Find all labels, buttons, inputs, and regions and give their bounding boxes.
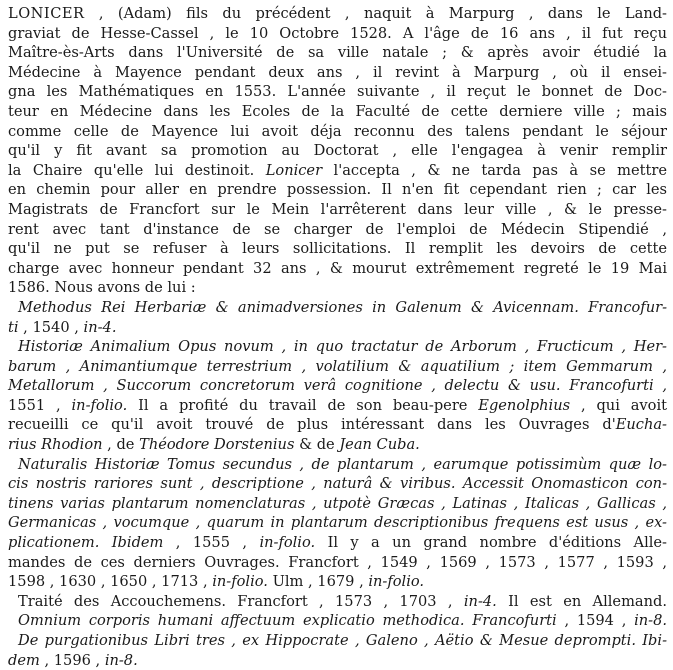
text-span: la Chaire qu'elle lui destinoit. (8, 161, 266, 179)
text-line (8, 376, 667, 396)
text-line (8, 455, 667, 475)
text-line (8, 180, 667, 200)
text-span: , 1555 , (163, 534, 260, 552)
text-span: gna les Mathématiques en 1553. L'année suivante , il reçut le bonnet de Doc- (8, 83, 667, 101)
text-line (8, 318, 667, 338)
text-span: , 1540 , (18, 318, 84, 336)
text-line (8, 337, 667, 357)
text-line (8, 494, 667, 514)
italic-text: in-4. (83, 318, 117, 336)
italic-text: in-8. (634, 612, 667, 630)
text-span: qu'il y fit avant sa promotion au Doctorat , elle l'engagea à venir remplir (8, 142, 667, 160)
text-span: teur en Médecine dans les Ecoles de la Faculté de cette derniere ville ; mais (8, 102, 667, 120)
italic-text: Théodore Dorstenius (139, 436, 295, 454)
text-line (8, 513, 667, 533)
text-line (8, 553, 667, 573)
text-span: & de (294, 436, 340, 454)
text-span: 1551 , (8, 396, 72, 414)
text-span: LONICER (8, 5, 85, 22)
text-line (8, 357, 667, 377)
text-line (8, 533, 667, 553)
text-line (8, 396, 667, 416)
text-line (8, 122, 667, 142)
text-span: , qui avoit (570, 396, 667, 414)
italic-text: ti (8, 318, 19, 336)
italic-text: Jean Cuba. (339, 436, 420, 454)
text-span: , (Adam) fils du précédent , naquit à Marpurg , dans le Land- (84, 5, 667, 22)
text-span: recueilli ce qu'il avoit trouvé de plus intéressant dans les Ouvrages d' (8, 416, 616, 434)
italic-text: Germanicas , vocumque , quarum in plantarum descriptionibus frequens est usus , ex- (8, 514, 667, 532)
italic-text: Eucha- (615, 416, 667, 434)
italic-text: Historiæ Animalium Opus novum , in quo tractatur de Arborum , Fructicum , Her- (18, 338, 667, 356)
text-line (8, 63, 667, 83)
italic-text: in-4. (463, 592, 497, 610)
text-span: Il a profité du travail de son beau-pere (127, 396, 479, 414)
text-line (8, 220, 667, 240)
text-line (8, 102, 667, 122)
text-span: 1586. Nous avons de lui : (8, 279, 196, 297)
text-line (8, 43, 667, 63)
text-span: qu'il ne put se refuser à leurs sollicitations. Il remplit les devoirs de cette (8, 240, 667, 258)
italic-text: Lonicer (265, 161, 323, 179)
text-line (8, 82, 667, 102)
text-span: charge avec honneur pendant 32 ans , & mourut extrêmement regreté le 19 Mai (8, 259, 667, 277)
text-line (8, 435, 667, 455)
text-span: , de (102, 436, 140, 454)
text-line (8, 239, 667, 259)
text-line (8, 611, 667, 631)
text-line (8, 24, 667, 44)
italic-text: in-folio. (212, 573, 268, 591)
italic-text: dem (8, 651, 40, 669)
text-line (8, 278, 667, 298)
italic-text: Naturalis Historiæ Tomus secundus , de plantarum , earumque potissimùm quæ lo- (18, 455, 667, 473)
text-line (8, 4, 667, 24)
text-span: Il y a un grand nombre d'éditions Alle- (315, 534, 667, 552)
text-span: l'accepta , & ne tarda pas à se mettre (322, 161, 667, 179)
text-line (8, 572, 667, 592)
italic-text: cis nostris rariores sunt , descriptione , naturâ & viribus. Accessit Onomasticon con- (8, 475, 667, 493)
text-line (8, 631, 667, 651)
italic-text: Egenolphius (478, 396, 571, 414)
text-line (8, 592, 667, 612)
text-span: , 1594 , (556, 612, 635, 630)
italic-text: barum , Animantiumque terrestrium , volatilium & aquatilium ; item Gemmarum , (8, 357, 667, 375)
text-span: Médecine à Mayence pendant deux ans , il revint à Marpurg , où il ensei- (8, 63, 667, 81)
italic-text: tinens varias plantarum nomenclaturas , utpotè Græcas , Latinas , Italicas , Gallicas , (8, 494, 667, 512)
text-line (8, 259, 667, 279)
italic-text: in-folio. (368, 573, 425, 591)
text-line (8, 161, 667, 181)
text-span: graviat de Hesse-Cassel , le 10 Octobre 1528. A l'âge de 16 ans , il fut reçu (8, 24, 667, 42)
italic-text: in-folio. (71, 396, 128, 414)
italic-text: in-folio. (259, 534, 316, 552)
text-span: en chemin pour aller en prendre possession. Il n'en fit cependant rien ; car les (8, 181, 667, 199)
text-line (8, 651, 667, 670)
text-line (8, 141, 667, 161)
text-span: 1598 , 1630 , 1650 , 1713 , (8, 573, 213, 591)
italic-text: rius Rhodion (8, 436, 103, 454)
text-span: Maître-ès-Arts dans l'Université de sa ville natale ; & après avoir étudié la (8, 44, 667, 62)
italic-text: Omnium corporis humani affectuum explicatio methodica. Francofurti (18, 612, 557, 630)
italic-text: De purgationibus Libri tres , ex Hippocrate , Galeno , Aëtio & Mesue deprompti. Ibi- (18, 632, 667, 649)
text-span: rent avec tant d'instance de se charger de l'emploi de Médecin Stipendié , (8, 220, 667, 238)
text-line (8, 298, 667, 318)
italic-text: Metallorum , Succorum concretorum verâ cognitione , delectu & usu. Francofurti , (8, 377, 667, 395)
text-span: Il est en Allemand. (496, 592, 667, 610)
italic-text: plicationem. Ibidem (8, 534, 164, 552)
italic-text: in-8. (104, 651, 138, 669)
text-line (8, 474, 667, 494)
text-line (8, 415, 667, 435)
text-line (8, 200, 667, 220)
text-span: mandes de ces derniers Ouvrages. Francfort , 1549 , 1569 , 1573 , 1577 , 1593 , (8, 553, 667, 571)
text-span: Traité des Accouchemens. Francfort , 1573 , 1703 , (18, 592, 464, 610)
biography-entry (8, 4, 667, 670)
italic-text: Methodus Rei Herbariæ & animadversiones in Galenum & Avicennam. Francofur- (18, 298, 667, 316)
text-span: comme celle de Mayence lui avoit déja reconnu des talens pendant le séjour (8, 122, 667, 140)
text-span: Magistrats de Francfort sur le Mein l'arrêterent dans leur ville , & le presse- (8, 200, 667, 218)
text-span: , 1596 , (39, 651, 105, 669)
text-span: Ulm , 1679 , (267, 573, 369, 591)
